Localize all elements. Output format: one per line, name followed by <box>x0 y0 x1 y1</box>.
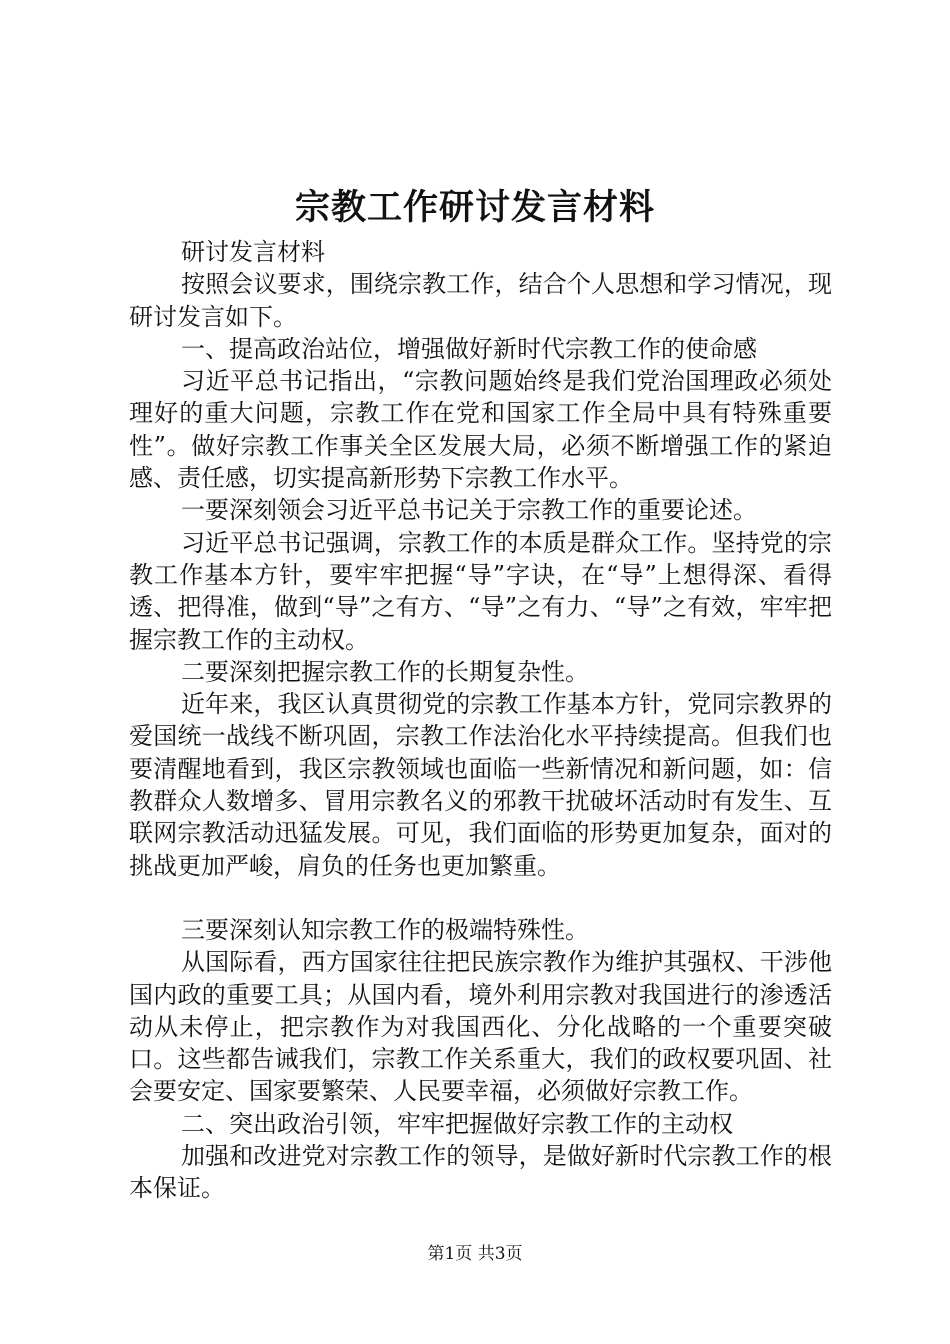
subheading-3: 三要深刻认知宗教工作的极端特殊性。 <box>181 915 589 944</box>
paragraph-3: 近年来，我区认真贯彻党的宗教工作基本方针，党同宗教界的爱国统一战线不断巩固，宗教工作法治化水平持续提高。但我们也要清醒地看到，我区宗教领域也面临一些新情况和新问题，如：信教群众人数增多、冒用宗教名义的邪教干扰破坏活动时有发生、互联网宗教活动迅猛发展。可见，我们面临的形势更加复杂，面对的挑战更加严峻，肩负的任务也更加繁重。 <box>129 690 832 880</box>
section-heading-1: 一、提高政治站位，增强做好新时代宗教工作的使命感 <box>181 334 757 363</box>
paragraph-5: 加强和改进党对宗教工作的领导，是做好新时代宗教工作的根本保证。 <box>129 1142 832 1203</box>
subheading-2: 二要深刻把握宗教工作的长期复杂性。 <box>181 657 589 686</box>
page-footer: 第1页 共3页 <box>427 1244 523 1264</box>
subheading-1: 一要深刻领会习近平总书记关于宗教工作的重要论述。 <box>181 496 757 525</box>
paragraph-1: 习近平总书记指出，“宗教问题始终是我们党治国理政必须处理好的重大问题，宗教工作在党和国家工作全局中具有特殊重要性”。做好宗教工作事关全区发展大局，必须不断增强工作的紧迫感、责任感，切实提高新形势下宗教工作水平。 <box>129 367 832 493</box>
paragraph-2: 习近平总书记强调，宗教工作的本质是群众工作。坚持党的宗教工作基本方针，要牢牢把握“导”字诀，在“导”上想得深、看得透、把得准，做到“导”之有方、“导”之有力、“导”之有效，牢牢把握宗教工作的主动权。 <box>129 528 832 654</box>
paragraph-intro: 按照会议要求，围绕宗教工作，结合个人思想和学习情况，现研讨发言如下。 <box>129 270 832 331</box>
section-heading-2: 二、突出政治引领，牢牢把握做好宗教工作的主动权 <box>181 1109 733 1138</box>
paragraph-heading-label: 研讨发言材料 <box>181 238 325 266</box>
document-body <box>129 236 832 1205</box>
document-title: 宗教工作研讨发言材料 <box>294 187 655 228</box>
paragraph-gap <box>129 882 832 914</box>
paragraph-4: 从国际看，西方国家往往把民族宗教作为维护其强权、干涉他国内政的重要工具；从国内看，境外利用宗教对我国进行的渗透活动从未停止，把宗教作为对我国西化、分化战略的一个重要突破口。这些都告诫我们，宗教工作关系重大，我们的政权要巩固、社会要安定、国家要繁荣、人民要幸福，必须做好宗教工作。 <box>129 948 832 1106</box>
